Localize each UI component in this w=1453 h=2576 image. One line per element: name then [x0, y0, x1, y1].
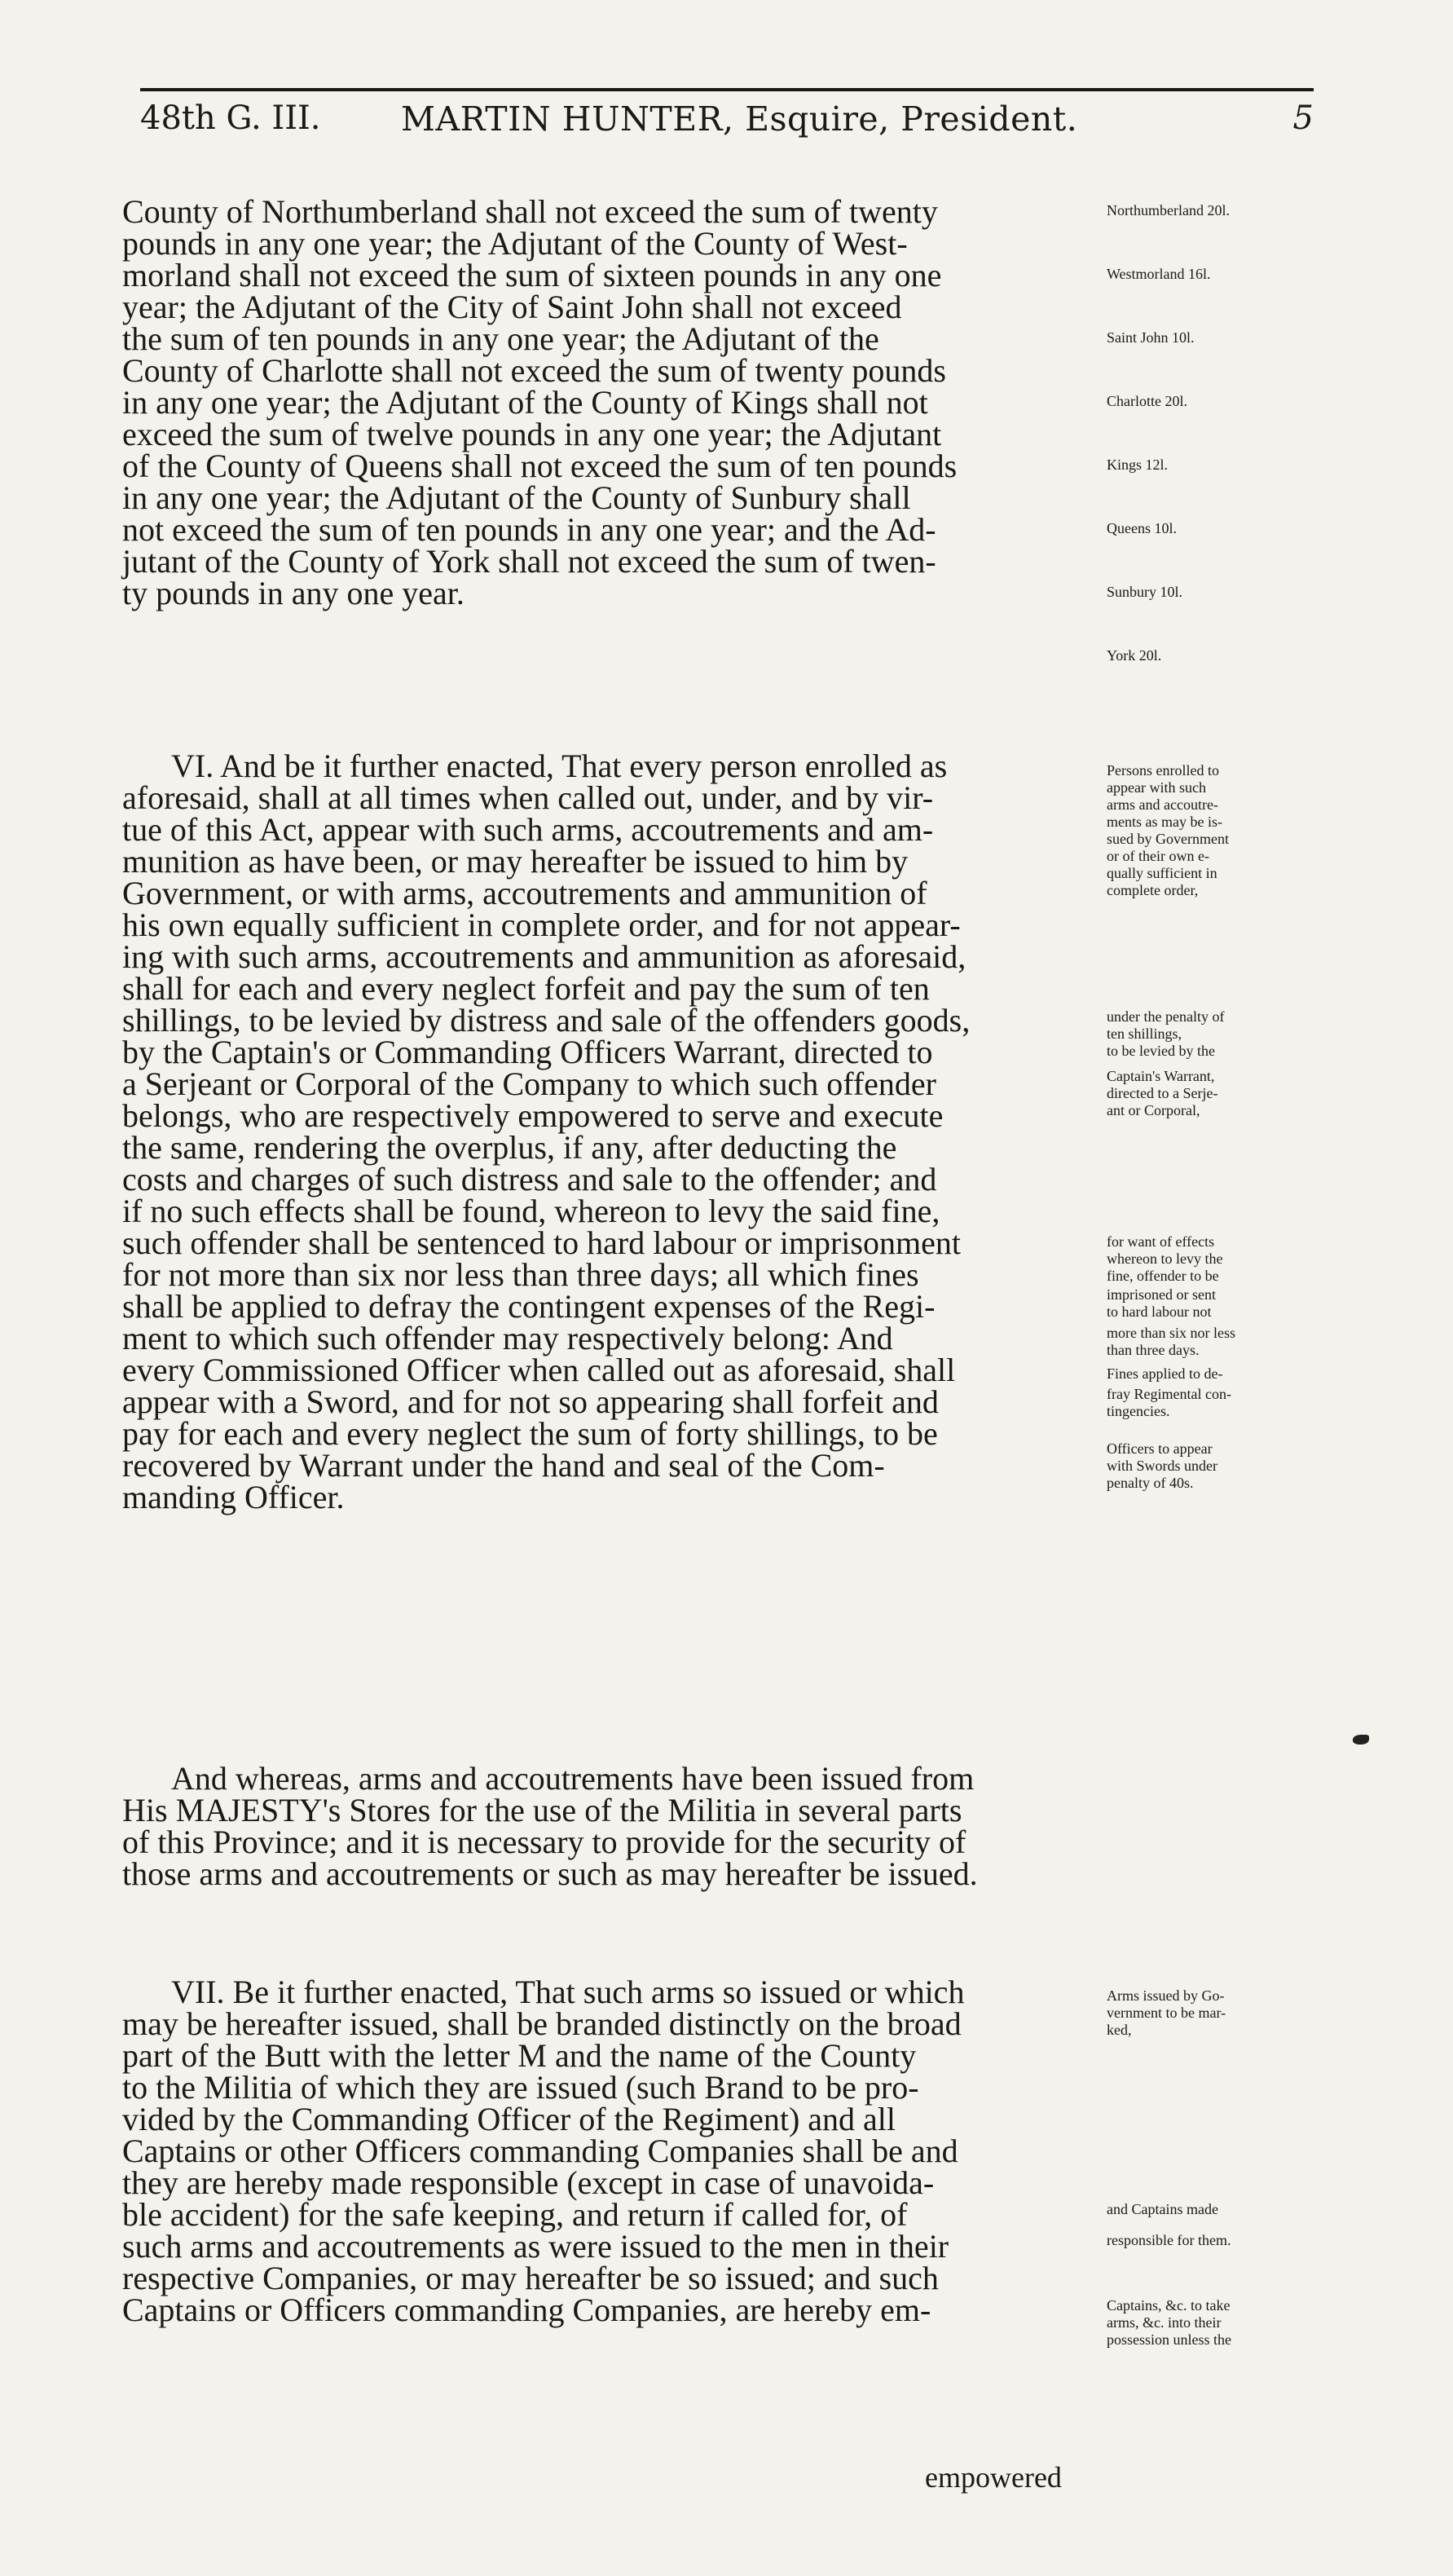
text-line: shall be applied to defray the contingent expenses of the Regi- [122, 1288, 936, 1325]
text-line: shall for each and every neglect forfeit and pay the sum of ten [122, 970, 930, 1007]
margin-note: Kings 12l. [1107, 457, 1169, 473]
margin-note: responsible for them. [1107, 2232, 1231, 2248]
text-line: manding Officer. [122, 1479, 345, 1515]
margin-note: York 20l. [1107, 647, 1162, 664]
text-line: ble accident) for the safe keeping, and return if called for, of [122, 2196, 908, 2233]
text-line: munition as have been, or may hereafter be issued to him by [122, 843, 909, 880]
margin-note: sued by Government [1107, 831, 1229, 847]
page-number: 5 [1292, 99, 1314, 137]
section-heading-line: VII. Be it further enacted, That such arms so issued or which [171, 1974, 965, 2010]
catchword: empowered [925, 2461, 1062, 2494]
whereas-paragraph [122, 1762, 1100, 1890]
text-line: vided by the Commanding Officer of the Regiment) and all [122, 2101, 896, 2137]
margin-note: Arms issued by Go- [1107, 1987, 1225, 2004]
margin-note: Persons enrolled to [1107, 762, 1219, 779]
text-line: belongs, who are respectively empowered to serve and execute [122, 1097, 944, 1134]
text-line: Captains or Officers commanding Companies, are hereby em- [122, 2291, 931, 2328]
text-line: every Commissioned Officer when called out as aforesaid, shall [122, 1352, 956, 1388]
text-line: recovered by Warrant under the hand and seal of the Com- [122, 1447, 885, 1484]
text-line: if no such effects shall be found, whereon to levy the said fine, [122, 1193, 940, 1229]
margin-note: ant or Corporal, [1107, 1102, 1200, 1118]
margin-note: and Captains made [1107, 2201, 1218, 2217]
text-line: his own equally sufficient in complete order, and for not appear- [122, 906, 961, 943]
section-heading-line: VI. And be it further enacted, That every person enrolled as [171, 748, 948, 784]
margin-note: Captain's Warrant, [1107, 1068, 1215, 1084]
text-line: year; the Adjutant of the City of Saint John shall not exceed [122, 289, 902, 325]
margin-note: tingencies. [1107, 1403, 1170, 1419]
text-line: appear with a Sword, and for not so appearing shall forfeit and [122, 1383, 939, 1420]
section-six [122, 750, 1100, 1513]
margin-note: fine, offender to be [1107, 1268, 1219, 1284]
margin-note: directed to a Serje- [1107, 1085, 1218, 1101]
section-seven [122, 1976, 1100, 2326]
margin-note: for want of effects [1107, 1233, 1215, 1250]
margin-note: more than six nor less [1107, 1325, 1235, 1341]
margin-notes-adjutants [1107, 202, 1302, 664]
text-line: ing with such arms, accoutrements and ammunition as aforesaid, [122, 938, 966, 975]
margin-note: complete order, [1107, 882, 1199, 898]
margin-note: Northumberland 20l. [1107, 202, 1230, 218]
margin-note: whereon to levy the [1107, 1251, 1223, 1267]
text-line: not exceed the sum of ten pounds in any one year; and the Ad- [122, 511, 936, 548]
margin-note: arms and accoutre- [1107, 796, 1218, 813]
margin-note: ments as may be is- [1107, 814, 1222, 830]
margin-note: or of their own e- [1107, 848, 1209, 864]
text-line: part of the Butt with the letter M and the name of the County [122, 2037, 917, 2074]
text-line: such offender shall be sentenced to hard labour or imprisonment [122, 1224, 961, 1261]
margin-note: penalty of 40s. [1107, 1475, 1194, 1491]
text-line: And whereas, arms and accoutrements have been issued from [171, 1760, 975, 1797]
margin-note: to hard labour not [1107, 1303, 1212, 1320]
margin-note: appear with such [1107, 779, 1206, 796]
text-line: the sum of ten pounds in any one year; the Adjutant of the [122, 320, 879, 357]
text-line: to the Militia of which they are issued (such Brand to be pro- [122, 2069, 919, 2106]
margin-notes-section-seven [1107, 1987, 1302, 2493]
text-line: such arms and accoutrements as were issued to the men in their [122, 2228, 949, 2265]
text-line: Captains or other Officers commanding Companies shall be and [122, 2133, 958, 2169]
margin-note: qually sufficient in [1107, 865, 1217, 881]
text-line: in any one year; the Adjutant of the County of Kings shall not [122, 384, 928, 421]
text-line: ment to which such offender may respectively belong: And [122, 1320, 893, 1356]
text-line: of the County of Queens shall not exceed the sum of ten pounds [122, 448, 958, 484]
margin-note: Fines applied to de- [1107, 1365, 1223, 1382]
margin-note: with Swords under [1107, 1458, 1217, 1474]
margin-note: Charlotte 20l. [1107, 393, 1187, 409]
margin-notes-section-six [1107, 762, 1302, 1675]
text-line: Government, or with arms, accoutrements and ammunition of [122, 875, 927, 911]
text-line: costs and charges of such distress and sale to the offender; and [122, 1161, 937, 1198]
text-line: exceed the sum of twelve pounds in any one year; the Adjutant [122, 416, 942, 452]
margin-note: arms, &c. into their [1107, 2314, 1222, 2331]
text-line: for not more than six nor less than three days; all which fines [122, 1256, 919, 1293]
text-line: pounds in any one year; the Adjutant of the County of West- [122, 225, 908, 262]
margin-note: Queens 10l. [1107, 520, 1177, 536]
header-rule [140, 88, 1314, 91]
margin-note: ten shillings, [1107, 1026, 1182, 1042]
margin-note: Westmorland 16l. [1107, 266, 1211, 282]
text-line: may be hereafter issued, shall be branded distinctly on the broad [122, 2005, 962, 2042]
text-line: jutant of the County of York shall not exceed the sum of twen- [122, 543, 936, 580]
text-line: in any one year; the Adjutant of the County of Sunbury shall [122, 479, 911, 516]
text-line: County of Northumberland shall not exceed the sum of twenty [122, 193, 938, 230]
text-line: shillings, to be levied by distress and sale of the offenders goods, [122, 1002, 971, 1039]
margin-note: imprisoned or sent [1107, 1286, 1216, 1303]
margin-note: Sunbury 10l. [1107, 584, 1183, 600]
text-line: respective Companies, or may hereafter be so issued; and such [122, 2260, 939, 2296]
margin-note: Officers to appear [1107, 1440, 1213, 1457]
text-line: the same, rendering the overplus, if any, after deducting the [122, 1129, 897, 1166]
margin-note: fray Regimental con- [1107, 1386, 1231, 1402]
page-title: MARTIN HUNTER, Esquire, President. [401, 99, 1078, 139]
margin-note: than three days. [1107, 1342, 1200, 1358]
text-line: tue of this Act, appear with such arms, accoutrements and am- [122, 811, 934, 848]
regnal-year: 48th G. III. [140, 99, 321, 137]
text-line: morland shall not exceed the sum of sixteen pounds in any one [122, 257, 942, 293]
ink-blot [1353, 1735, 1369, 1745]
margin-note: under the penalty of [1107, 1008, 1225, 1025]
text-line: ty pounds in any one year. [122, 575, 465, 611]
running-header [140, 99, 1314, 157]
margin-note: Captains, &c. to take [1107, 2297, 1231, 2314]
margin-note: to be levied by the [1107, 1043, 1215, 1059]
text-line: by the Captain's or Commanding Officers Warrant, directed to [122, 1034, 933, 1070]
text-line: aforesaid, shall at all times when called out, under, and by vir- [122, 779, 934, 816]
text-line: County of Charlotte shall not exceed the sum of twenty pounds [122, 352, 946, 389]
text-line: His MAJESTY's Stores for the use of the Militia in several parts [122, 1792, 962, 1828]
margin-note: ked, [1107, 2022, 1132, 2038]
text-line: of this Province; and it is necessary to provide for the security of [122, 1824, 966, 1860]
margin-note: vernment to be mar- [1107, 2005, 1226, 2021]
text-line: pay for each and every neglect the sum of forty shillings, to be [122, 1415, 938, 1452]
text-line: they are hereby made responsible (except in case of unavoida- [122, 2164, 935, 2201]
paragraph-adjutant-limits [122, 193, 1100, 611]
text-line: those arms and accoutrements or such as may hereafter be issued. [122, 1855, 978, 1892]
margin-note: Saint John 10l. [1107, 329, 1195, 346]
margin-note: possession unless the [1107, 2331, 1231, 2348]
text-line: a Serjeant or Corporal of the Company to which such offender [122, 1065, 936, 1102]
